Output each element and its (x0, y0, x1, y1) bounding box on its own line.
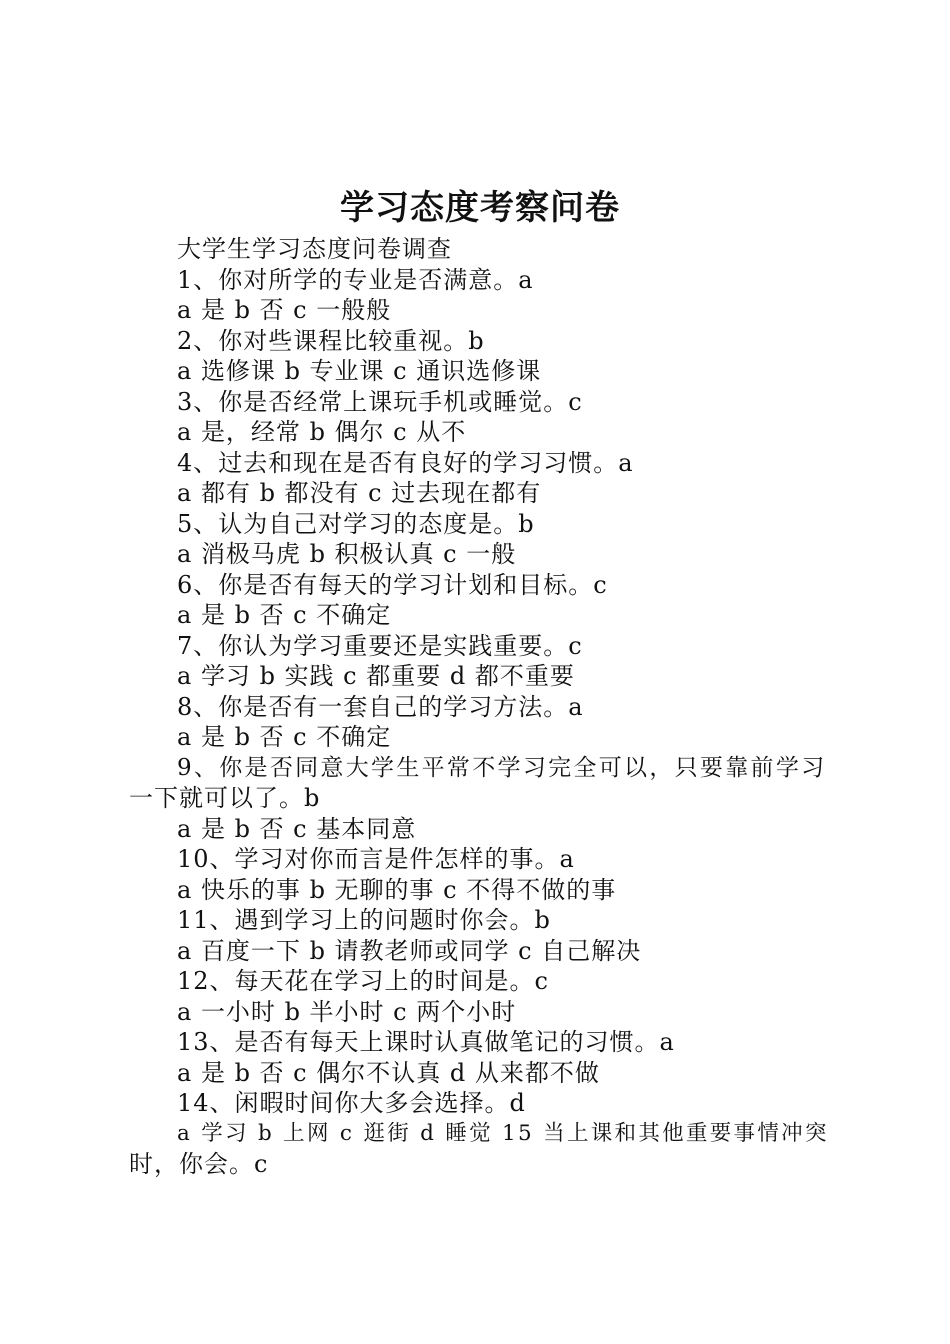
text-line: 8、你是否有一套自己的学习方法。a (177, 692, 584, 721)
text-line: 11、遇到学习上的问题时你会。b (177, 906, 551, 934)
text-line: 1、你对所学的专业是否满意。a (177, 265, 534, 294)
text-line: 2、你对些课程比较重视。b (177, 326, 485, 355)
page-title: 学习态度考察问卷 (340, 188, 620, 228)
text-line: 6、你是否有每天的学习计划和目标。c (177, 570, 608, 599)
text-line: 一下就可以了。b (129, 784, 321, 812)
document-body (129, 234, 833, 1180)
text-line: a 选修课 b 专业课 c 通识选修课 (177, 357, 542, 385)
text-line: 10、学习对你而言是件怎样的事。a (177, 845, 575, 873)
text-line: a 是，经常 b 偶尔 c 从不 (177, 418, 467, 446)
text-line: a 学习 b 实践 c 都重要 d 都不重要 (177, 662, 575, 690)
text-line: a 是 b 否 c 基本同意 (177, 814, 417, 843)
text-line: a 一小时 b 半小时 c 两个小时 (177, 997, 517, 1026)
text-line: a 学习 b 上网 c 逛街 d 睡觉 15 当上课和其他重要事情冲突 (177, 1120, 829, 1146)
text-line: 7、你认为学习重要还是实践重要。c (177, 631, 583, 660)
text-line: a 都有 b 都没有 c 过去现在都有 (177, 479, 542, 507)
text-line: 大学生学习态度问卷调查 (177, 235, 452, 263)
text-line: a 消极马虎 b 积极认真 c 一般 (177, 540, 517, 568)
text-line: a 快乐的事 b 无聊的事 c 不得不做的事 (177, 875, 617, 904)
text-line: 9、你是否同意大学生平常不学习完全可以，只要靠前学习 (177, 754, 827, 781)
text-line: a 是 b 否 c 偶尔不认真 d 从来都不做 (177, 1058, 600, 1087)
text-line: a 百度一下 b 请教老师或同学 c 自己解决 (177, 936, 642, 965)
text-line: 14、闲暇时间你大多会选择。d (177, 1089, 526, 1117)
text-line: a 是 b 否 c 不确定 (177, 723, 392, 751)
text-line: 5、认为自己对学习的态度是。b (177, 509, 535, 538)
text-line: 13、是否有每天上课时认真做笔记的习惯。a (177, 1028, 675, 1056)
text-line: 3、你是否经常上课玩手机或睡觉。c (177, 387, 583, 416)
text-line: a 是 b 否 c 不确定 (177, 601, 392, 629)
text-line: 时，你会。c (129, 1150, 269, 1178)
text-line: a 是 b 否 c 一般般 (177, 296, 392, 324)
text-line: 4、过去和现在是否有良好的学习习惯。a (177, 448, 634, 477)
text-line: 12、每天花在学习上的时间是。c (177, 967, 549, 995)
